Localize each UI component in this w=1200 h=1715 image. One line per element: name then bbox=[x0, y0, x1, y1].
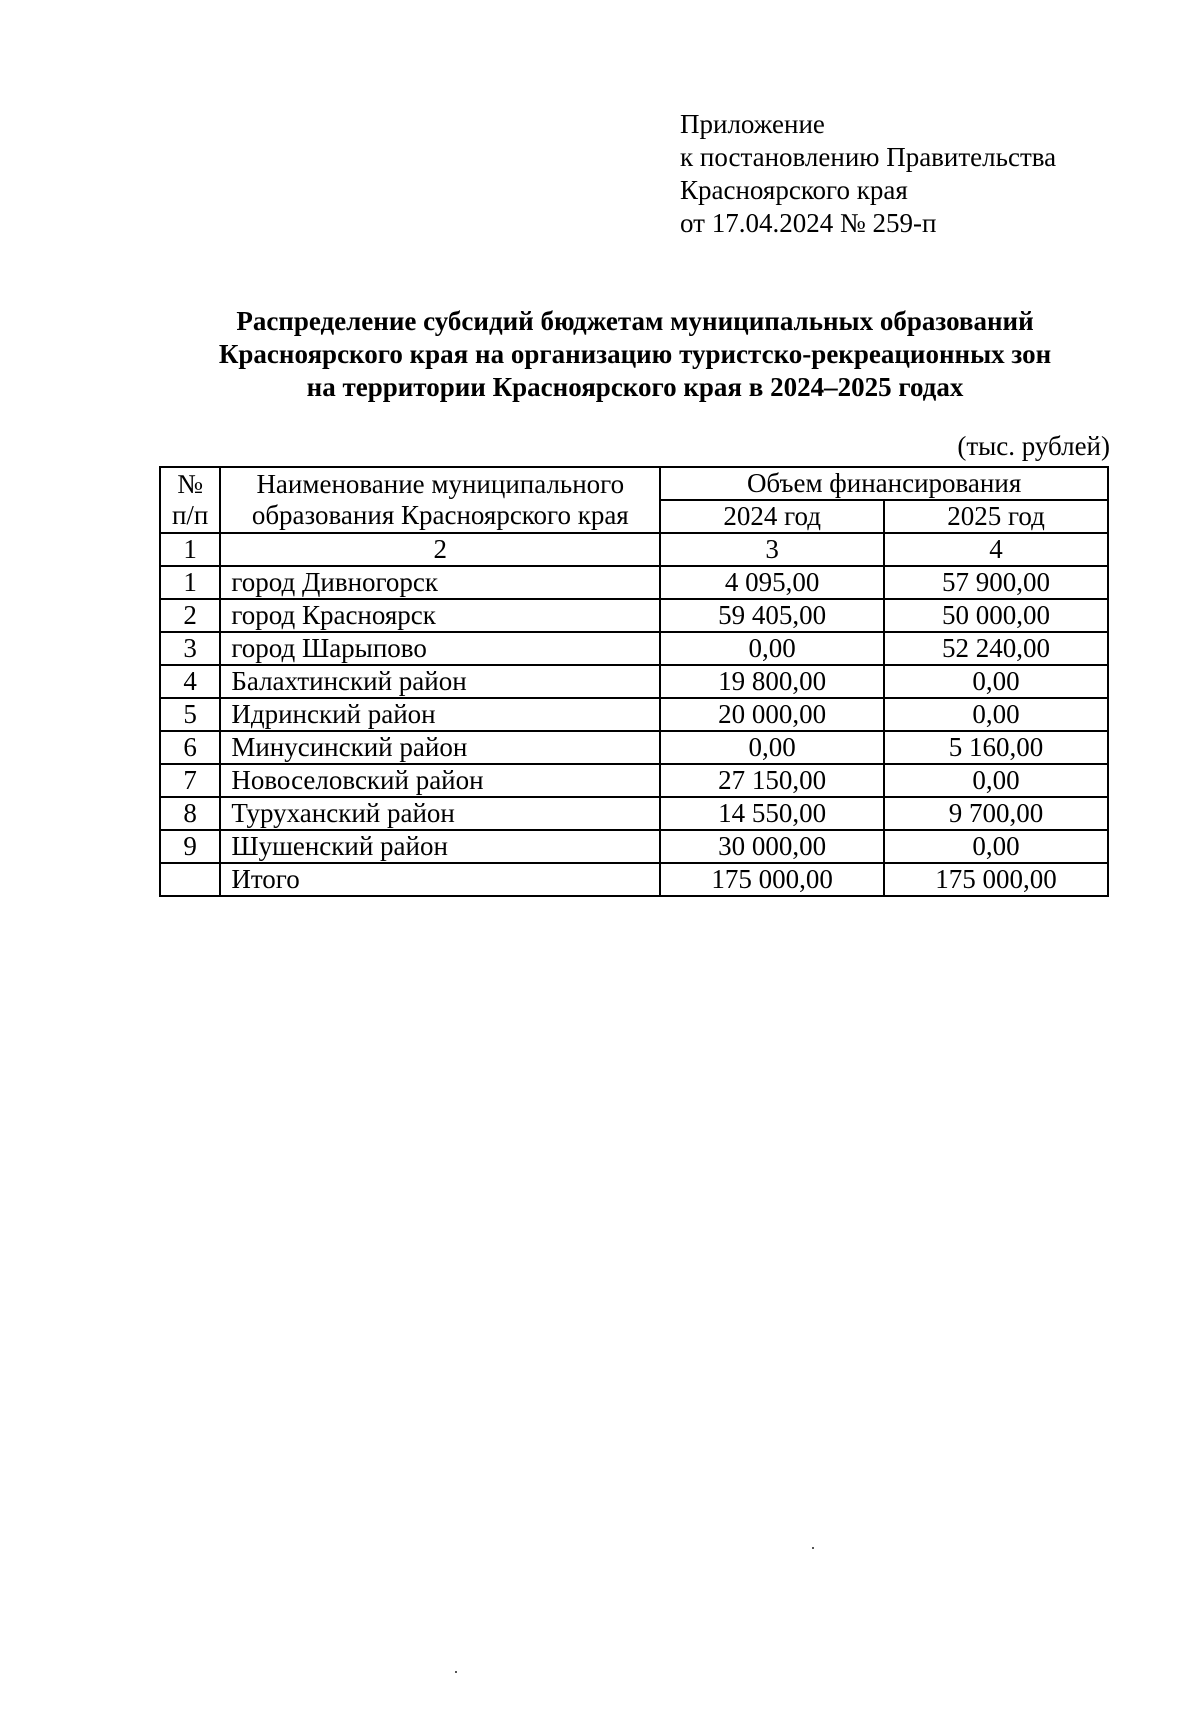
appendix-line: Красноярского края bbox=[680, 175, 908, 205]
appendix-line: Приложение bbox=[680, 109, 825, 139]
table-row bbox=[160, 632, 1108, 665]
row-value-2024: 14 550,00 bbox=[660, 797, 884, 830]
table-row bbox=[160, 764, 1108, 797]
header-num: № п/п bbox=[160, 467, 220, 533]
row-name: Туруханский район bbox=[220, 797, 660, 830]
row-num: 7 bbox=[160, 764, 220, 797]
total-value-2024: 175 000,00 bbox=[660, 863, 884, 896]
row-name: Идринский район bbox=[220, 698, 660, 731]
title-line: Красноярского края на организацию туристско-рекреационных зон bbox=[218, 339, 1052, 369]
header-name: Наименование муниципального образования Красноярского края bbox=[220, 467, 660, 533]
row-value-2024: 0,00 bbox=[660, 731, 884, 764]
table-row bbox=[160, 599, 1108, 632]
row-value-2025: 0,00 bbox=[884, 665, 1108, 698]
row-name: Шушенский район bbox=[220, 830, 660, 863]
row-value-2024: 20 000,00 bbox=[660, 698, 884, 731]
table-row bbox=[160, 731, 1108, 764]
row-value-2024: 4 095,00 bbox=[660, 566, 884, 599]
total-label: Итого bbox=[220, 863, 660, 896]
table-row bbox=[160, 698, 1108, 731]
document-title bbox=[150, 305, 1120, 404]
row-name: город Дивногорск bbox=[220, 566, 660, 599]
title-line: Распределение субсидий бюджетам муниципальных образований bbox=[236, 306, 1034, 336]
units-label: (тыс. рублей) bbox=[957, 431, 1110, 461]
column-number-row bbox=[160, 533, 1108, 566]
row-value-2025: 9 700,00 bbox=[884, 797, 1108, 830]
row-value-2025: 0,00 bbox=[884, 830, 1108, 863]
row-value-2025: 5 160,00 bbox=[884, 731, 1108, 764]
row-num: 6 bbox=[160, 731, 220, 764]
row-num: 5 bbox=[160, 698, 220, 731]
row-num: 8 bbox=[160, 797, 220, 830]
total-row bbox=[160, 863, 1108, 896]
appendix-line: от 17.04.2024 № 259-п bbox=[680, 208, 937, 238]
subsidy-table bbox=[159, 466, 1109, 897]
row-value-2024: 0,00 bbox=[660, 632, 884, 665]
row-num: 9 bbox=[160, 830, 220, 863]
appendix-line: к постановлению Правительства bbox=[680, 142, 1057, 172]
scan-speck bbox=[455, 1671, 457, 1673]
row-value-2024: 59 405,00 bbox=[660, 599, 884, 632]
row-num: 2 bbox=[160, 599, 220, 632]
column-number: 3 bbox=[660, 533, 884, 566]
table-row bbox=[160, 797, 1108, 830]
row-name: город Красноярск bbox=[220, 599, 660, 632]
row-name: Балахтинский район bbox=[220, 665, 660, 698]
row-num: 4 bbox=[160, 665, 220, 698]
table-row bbox=[160, 665, 1108, 698]
scan-speck bbox=[812, 1547, 814, 1549]
row-value-2024: 19 800,00 bbox=[660, 665, 884, 698]
row-name: Новоселовский район bbox=[220, 764, 660, 797]
row-value-2024: 27 150,00 bbox=[660, 764, 884, 797]
column-number: 1 bbox=[160, 533, 220, 566]
total-num bbox=[160, 863, 220, 896]
column-number: 4 bbox=[884, 533, 1108, 566]
appendix-block bbox=[680, 108, 1056, 240]
table-row bbox=[160, 830, 1108, 863]
row-name: Минусинский район bbox=[220, 731, 660, 764]
header-year-2024: 2024 год bbox=[660, 500, 884, 533]
row-value-2025: 50 000,00 bbox=[884, 599, 1108, 632]
header-funding: Объем финансирования bbox=[660, 467, 1108, 500]
column-number: 2 bbox=[220, 533, 660, 566]
row-name: город Шарыпово bbox=[220, 632, 660, 665]
row-num: 3 bbox=[160, 632, 220, 665]
row-value-2025: 52 240,00 bbox=[884, 632, 1108, 665]
row-value-2025: 0,00 bbox=[884, 764, 1108, 797]
row-value-2025: 57 900,00 bbox=[884, 566, 1108, 599]
row-value-2025: 0,00 bbox=[884, 698, 1108, 731]
total-value-2025: 175 000,00 bbox=[884, 863, 1108, 896]
table-header-row bbox=[160, 467, 1108, 500]
row-num: 1 bbox=[160, 566, 220, 599]
row-value-2024: 30 000,00 bbox=[660, 830, 884, 863]
title-line: на территории Красноярского края в 2024–2025 годах bbox=[306, 372, 964, 402]
header-year-2025: 2025 год bbox=[884, 500, 1108, 533]
table-row bbox=[160, 566, 1108, 599]
